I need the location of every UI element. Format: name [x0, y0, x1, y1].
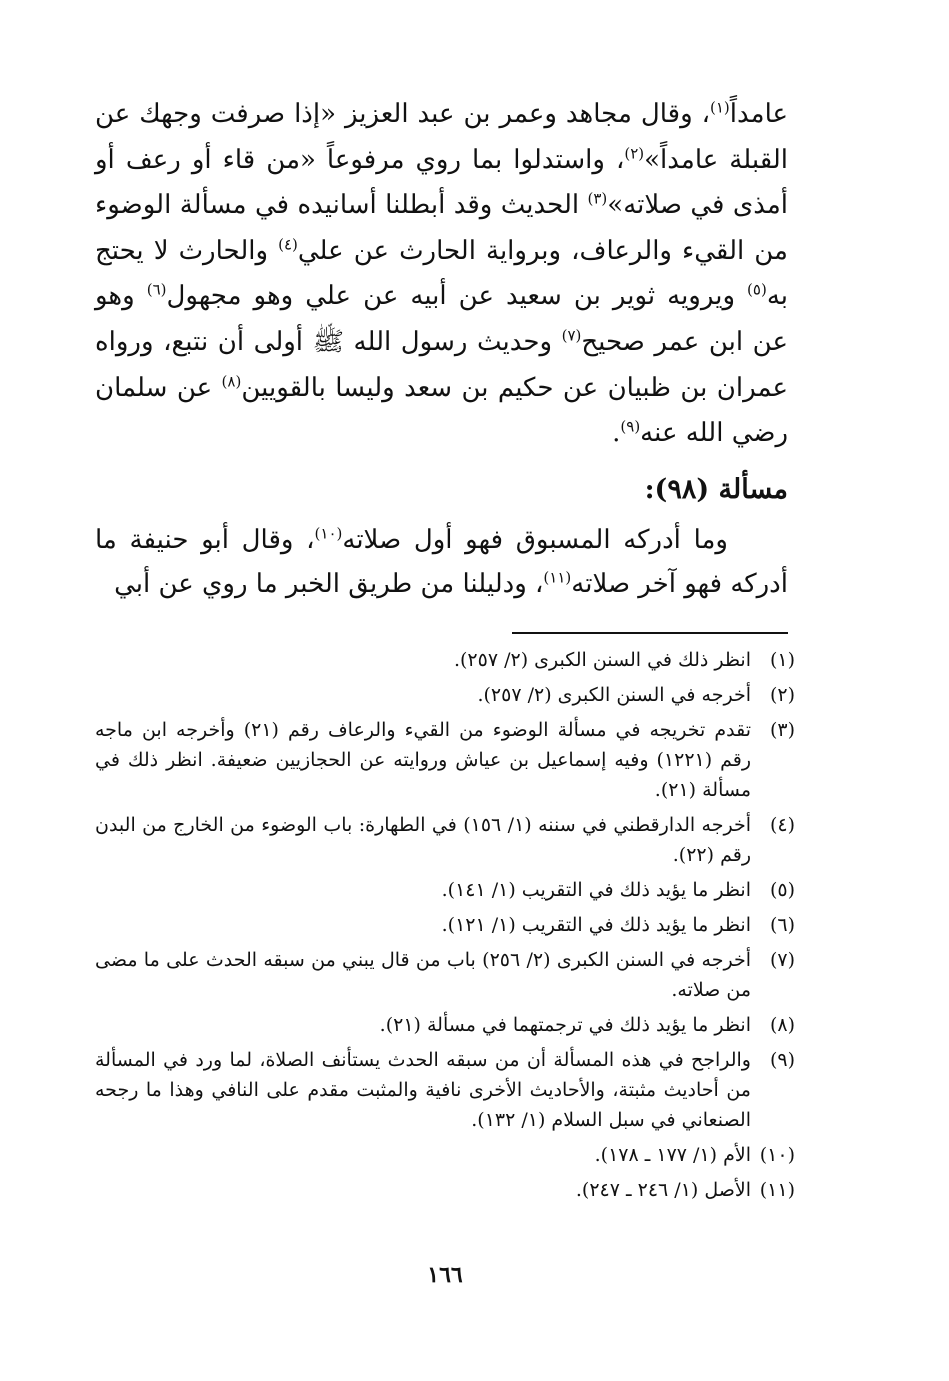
footnote-reference[interactable]: (٣) — [587, 189, 608, 208]
footnote-reference[interactable]: (٩) — [620, 417, 641, 436]
body-paragraph — [95, 518, 788, 606]
footnote-item — [95, 875, 795, 905]
footnote-reference[interactable]: (٢) — [624, 143, 645, 162]
footnote-text: تقدم تخريجه في مسألة الوضوء من القيء والرعاف رقم (٢١) وأخرجه ابن ماجه رقم (١٢٢١) وفيه إسماعيل بن عياش وروايته عن الحجازيين ضعيفة. انظر ذلك في مسألة (٢١). — [95, 719, 752, 801]
body-paragraph-1-block — [95, 92, 788, 457]
footnote-item — [95, 945, 795, 1005]
footnote-text: انظر ذلك في السنن الكبرى (٢/ ٢٥٧). — [453, 649, 751, 671]
footnote-item — [95, 810, 795, 870]
section-heading: مسألة (٩٨): — [644, 474, 788, 505]
footnote-number: (٢) — [769, 684, 795, 706]
footnote-number: (١١) — [759, 1179, 795, 1201]
footnote-number: (٧) — [769, 949, 795, 971]
footnote-text: الأم (١/ ١٧٧ ـ ١٧٨). — [594, 1144, 751, 1166]
footnote-text: انظر ما يؤيد ذلك في التقريب (١/ ١٢١). — [441, 914, 751, 936]
footnote-reference[interactable]: (١٠) — [314, 524, 343, 543]
text-run: عامداً — [729, 99, 788, 129]
footnote-text: أخرجه الدارقطني في سننه (١/ ١٥٦) في الطهارة: باب الوضوء من الخارج من البدن رقم (٢٢). — [95, 814, 751, 866]
footnote-divider — [512, 632, 788, 634]
footnote-text: أخرجه في السنن الكبرى (٢/ ٢٥٧). — [477, 684, 751, 706]
footnote-reference[interactable]: (٥) — [747, 280, 767, 299]
footnote-item — [95, 645, 795, 675]
page-number: ١٦٦ — [427, 1262, 463, 1288]
footnote-reference[interactable]: (١١) — [543, 568, 572, 587]
footnote-text: انظر ما يؤيد ذلك في ترجمتهما في مسألة (٢١). — [379, 1014, 751, 1036]
footnote-text: والراجح في هذه المسألة أن من سبقه الحدث يستأنف الصلاة، لما ورد في المسألة من أحاديث مثبتة، والأحاديث الأخرى نافية والمثبت مقدم على النافي وهذا ما رجحه الصنعاني في سبل السلام (١/ ١٣٢). — [95, 1049, 751, 1131]
footnote-text: انظر ما يؤيد ذلك في التقريب (١/ ١٤١). — [441, 879, 751, 901]
footnote-item — [95, 1175, 795, 1205]
footnote-item — [95, 680, 795, 710]
text-run: ، وقال أبو حنيفة ما أدركه فهو آخر صلاته — [95, 525, 788, 599]
footnote-item — [95, 715, 795, 805]
footnote-item — [95, 1140, 795, 1170]
footnote-reference[interactable]: (٨) — [221, 371, 242, 390]
text-run: وهو عن ابن عمر صحيح — [95, 281, 788, 357]
body-paragraph-2-block — [95, 518, 788, 606]
text-run: . — [612, 418, 621, 449]
footnote-number: (٣) — [769, 719, 795, 741]
text-run: وما أدركه المسبوق فهو أول صلاته — [342, 525, 728, 555]
footnote-item — [95, 1010, 795, 1040]
footnote-text: الأصل (١/ ٢٤٦ ـ ٢٤٧). — [575, 1179, 751, 1201]
footnote-number: (٨) — [769, 1014, 795, 1036]
footnote-reference[interactable]: (٧) — [561, 326, 582, 345]
footnote-reference[interactable]: (٤) — [278, 235, 298, 254]
text-run: والحارث لا يحتج به — [95, 235, 788, 312]
footnotes-list — [95, 645, 795, 1210]
text-run: ، ودليلنا من طريق الخبر ما روي عن أبي — [114, 569, 544, 599]
footnote-item — [95, 1045, 795, 1135]
footnote-number: (١٠) — [759, 1144, 795, 1166]
footnote-number: (١) — [769, 649, 795, 671]
footnote-number: (٦) — [769, 914, 795, 936]
footnote-number: (٤) — [769, 814, 795, 836]
footnote-item — [95, 910, 795, 940]
text-run: عن سلمان رضي الله عنه — [95, 372, 788, 449]
text-run: ، واستدلوا بما روي مرفوعاً «من قاء أو رعف أو أمذى في صلاته» — [95, 144, 788, 221]
footnote-text: أخرجه في السنن الكبرى (٢/ ٢٥٦) باب من قال يبني من سبقه الحدث على ما مضى من صلاته. — [95, 949, 751, 1001]
footnote-reference[interactable]: (١) — [709, 98, 730, 117]
text-run: ، وقال مجاهد وعمر بن عبد العزيز «إذا صرفت وجهك عن القبلة عامداً» — [95, 99, 788, 175]
footnote-number: (٩) — [769, 1049, 795, 1071]
text-run: الحديث وقد أبطلنا أسانيده في مسألة الوضوء من القيء والرعاف، وبرواية الحارث عن علي — [95, 190, 788, 266]
footnote-number: (٥) — [769, 879, 795, 901]
body-paragraph — [95, 92, 788, 457]
text-run: ويرويه ثوير بن سعيد عن أبيه عن علي وهو مجهول — [166, 281, 748, 312]
text-run: وحديث رسول الله ﷺ أولى أن نتبع، ورواه عمران بن ظبيان عن حكيم بن سعد وليسا بالقويين — [95, 326, 788, 403]
footnote-reference[interactable]: (٦) — [146, 280, 167, 299]
